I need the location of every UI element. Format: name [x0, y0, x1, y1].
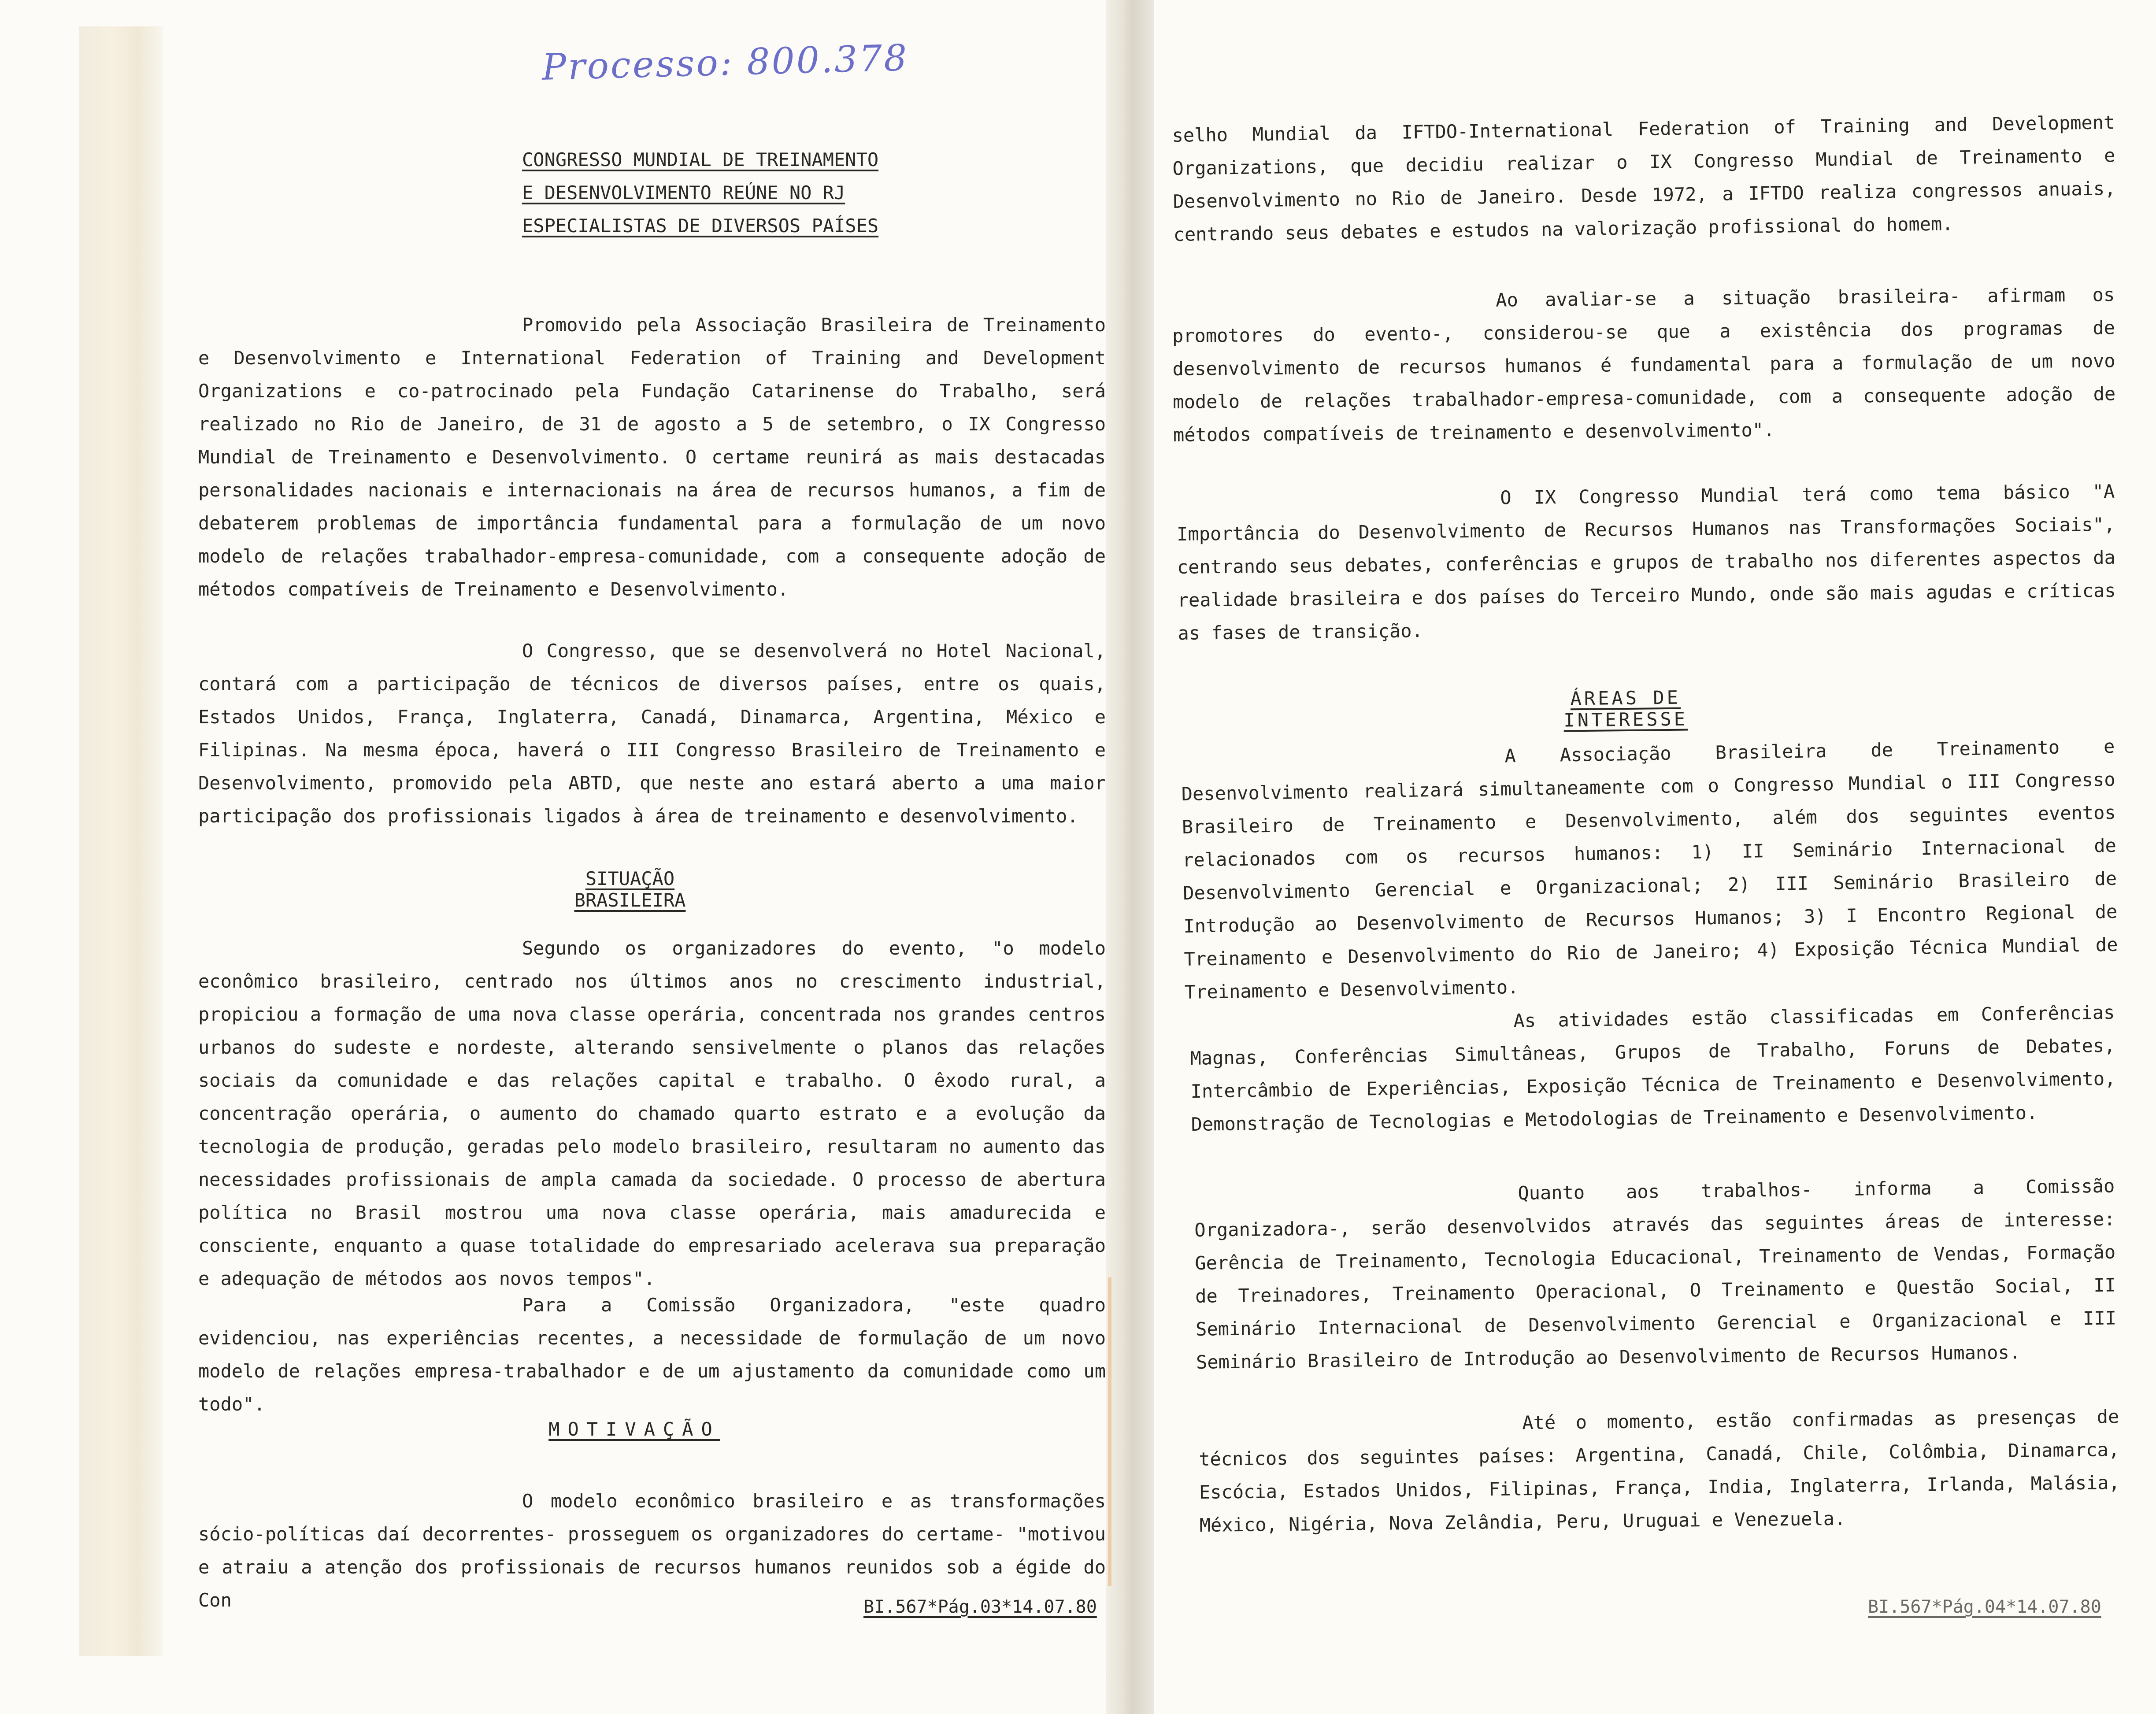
paragraph-tema: O IX Congresso Mundial terá como tema básico "A Importância do Desenvolvimento de Recursos Humanos nas Transformações Sociais", centrando seus debates, conferências e grupos de trabalho nos diferentes aspectos da realidade brasileira e dos países do Terceiro Mundo, onde são mais agudas e críticas as fases de transição.: [1176, 480, 2116, 644]
headline-line-1: CONGRESSO MUNDIAL DE TREINAMENTO: [522, 149, 879, 170]
paragraph-trabalhos: Quanto aos trabalhos- informa a Comissão Organizadora-, serão desenvolvidos através das seguintes áreas de interesse: Gerência de Treinamento, Tecnologia Educacional, Treinamento de Vendas, Formação de Treinadores, Treinamento Operacional, O Treinamento e Questão Social, II Seminário Internacional de Desenvolvimento Gerencial e Organizacional e III Seminário Brasileiro de Introdução ao Desenvolvimento de Recursos Humanos.: [1194, 1175, 2117, 1373]
page-gutter: [1106, 0, 1154, 1714]
section-title-areas: ÁREAS DE INTERESSE: [1563, 686, 1688, 731]
paragraph-avaliacao: Ao avaliar-se a situação brasileira- afirmam os promotores do evento-, considerou-se que a existência dos programas de desenvolvimento de recursos humanos é fundamental para a formulação de um novo modelo de relações trabalhador-empresa-comunidade, com a consequente adoção de métodos compatíveis de treinamento e desenvolvimento".: [1172, 284, 2116, 446]
handwritten-process-number: Processo: 800.378: [541, 37, 909, 89]
paragraph-congress: O Congresso, que se desenvolverá no Hotel Nacional, contará com a participação de técnicos de diversos países, entre os quais, Estados Unidos, França, Inglaterra, Canadá, Dinamarca, Argentina, México e Filipinas. Na mesma época, haverá o III Congresso Brasileiro de Treinamento e Desenvolvimento, promovido pela ABTD, que neste ano estará aberto a uma maior participação dos profissionais ligados à área de treinamento e desenvolvimento.: [198, 640, 1106, 827]
section-title-situacao: SITUAÇÃO BRASILEIRA: [574, 868, 686, 911]
paragraph-iftdo: selho Mundial da IFTDO-International Federation of Training and Development Organizations, que decidiu realizar o IX Congresso Mundial de Treinamento e Desenvolvimento no Rio de Janeiro. Desde 1972, a IFTDO realiza congressos anuais, centrando seus debates e estudos na valorização profissional do homem.: [1172, 111, 2116, 245]
binding-shadow: [79, 26, 163, 1656]
paragraph-intro: Promovido pela Associação Brasileira de Treinamento e Desenvolvimento e International Federation of Training and Development Organizations e co-patrocinado pela Fundação Catarinense do Trabalho, será realizado no Rio de Janeiro, de 31 de agosto a 5 de setembro, o IX Congresso Mundial de Treinamento e Desenvolvimento. O certame reunirá as mais destacadas personalidades nacionais e internacionais na área de recursos humanos, a fim de debaterem problemas de importância fundamental para a formulação de um novo modelo de relações trabalhador-empresa-comunidade, com a consequente adoção de métodos compatíveis de Treinamento e Desenvolvimento.: [198, 314, 1106, 600]
paragraph-atividades: As atividades estão classificadas em Conferências Magnas, Conferências Simultâneas, Grupos de Trabalho, Foruns de Debates, Intercâmbio de Experiências, Exposição Técnica de Treinamento e Desenvolvimento, Demonstração de Tecnologias e Metodologias de Treinamento e Desenvolvimento.: [1190, 1001, 2116, 1135]
page-number-right: BI.567*Pág.04*14.07.80: [1868, 1597, 2101, 1617]
paragraph-eventos: A Associação Brasileira de Treinamento e Desenvolvimento realizará simultaneamente com o Congresso Mundial o III Congresso Brasileiro de Treinamento e Desenvolvimento, além dos seguintes eventos relacionados com os recursos humanos: 1) II Seminário Internacional de Desenvolvimento Gerencial e Organizacional; 2) III Seminário Brasileiro de Introdução ao Desenvolvimento de Recursos Humanos; 3) I Encontro Regional de Treinamento e Desenvolvimento do Rio de Janeiro; 4) Exposição Técnica Mundial de Treinamento e Desenvolvimento.: [1181, 735, 2118, 1003]
paragraph-comissao: Para a Comissão Organizadora, "este quadro evidenciou, nas experiências recentes, a necessidade de formulação de um novo modelo de relações empresa-trabalhador e de um ajustamento da comunidade como um todo".: [198, 1294, 1106, 1415]
headline: [522, 143, 905, 242]
section-title-motivacao: MOTIVAÇÃO: [548, 1418, 720, 1440]
paragraph-presencas: Até o momento, estão confirmadas as presenças de técnicos dos seguintes países: Argentina, Canadá, Chile, Colômbia, Dinamarca, Escócia, Estados Unidos, Filipinas, França, India, Inglaterra, Irlanda, Malásia, México, Nigéria, Nova Zelândia, Peru, Uruguai e Venezuela.: [1198, 1406, 2120, 1536]
headline-line-3: ESPECIALISTAS DE DIVERSOS PAÍSES: [522, 215, 879, 237]
page-number-left: BI.567*Pág.03*14.07.80: [863, 1597, 1097, 1617]
headline-line-2: E DESENVOLVIMENTO REÚNE NO RJ: [522, 182, 845, 204]
paragraph-motivacao: O modelo econômico brasileiro e as transformações sócio-políticas daí decorrentes- prosseguem os organizadores do certame- "motivou e atraiu a atenção dos profissionais de recursos humanos reunidos sob a égide do Con: [198, 1490, 1106, 1611]
margin-mark: [1108, 1277, 1111, 1586]
paragraph-situacao: Segundo os organizadores do evento, "o modelo econômico brasileiro, centrado nos últimos anos no crescimento industrial, propiciou a formação de uma nova classe operária, concentrada nos grandes centros urbanos do sudeste e nordeste, alterando sensivelmente o planos das relações sociais da comunidade e das relações capital e trabalho. O êxodo rural, a concentração operária, o aumento do chamado quarto estrato e a evolução da tecnologia de produção, geradas pelo modelo brasileiro, resultaram no aumento das necessidades profissionais de ampla camada da sociedade. O processo de abertura política no Brasil mostrou uma nova classe operária, mais amadurecida e consciente, enquanto a quase totalidade do empresariado acelerava sua preparação e adequação de métodos aos novos tempos".: [198, 937, 1106, 1289]
